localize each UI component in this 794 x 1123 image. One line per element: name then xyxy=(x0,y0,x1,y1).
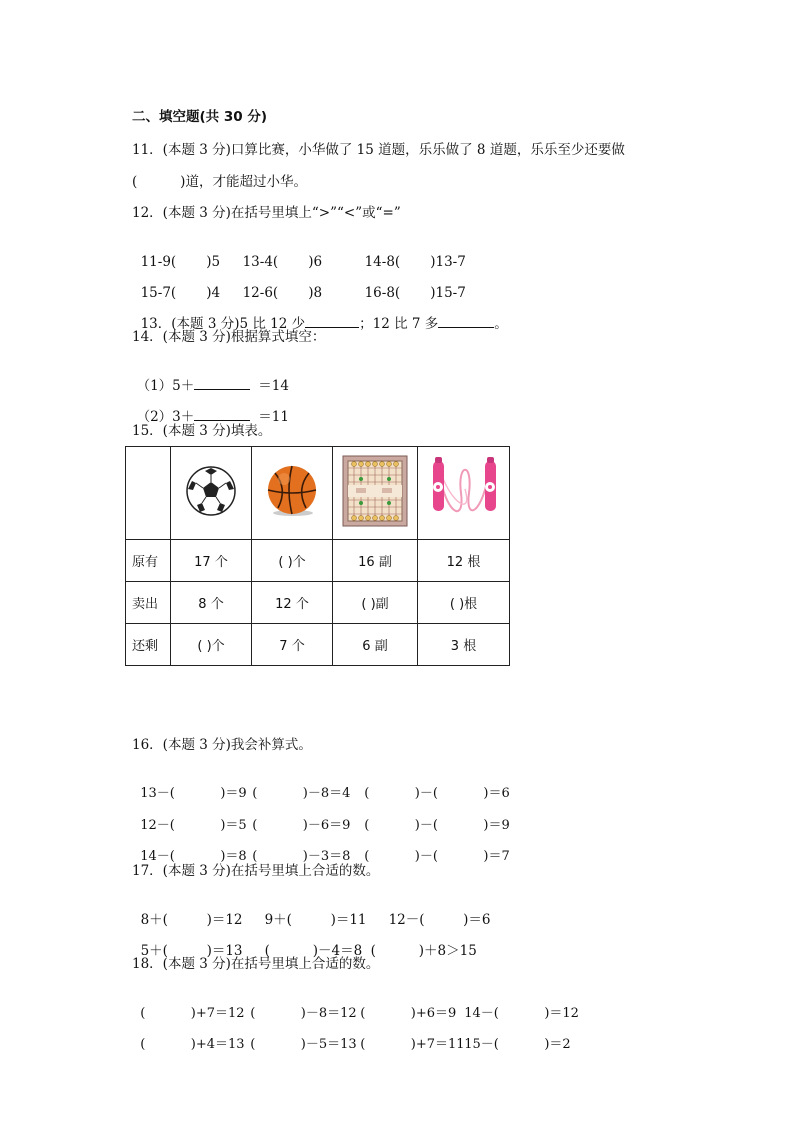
q18-row2 xyxy=(132,1018,571,1054)
row-label: 还剩 xyxy=(126,624,171,666)
q15-table xyxy=(125,446,510,666)
q16-item: ( )－( )＝9 xyxy=(364,818,510,833)
q17-item: ( )＋8＞15 xyxy=(370,943,477,959)
q13-part3: 。 xyxy=(494,316,508,332)
q16-row3 xyxy=(132,830,510,866)
q18-item: ( )+7＝11 xyxy=(360,1037,465,1052)
q11-line2: ( )道，才能超过小华。 xyxy=(132,174,307,190)
q17-item: 12－( )＝6 xyxy=(388,912,491,928)
table-cell: 12 根 xyxy=(418,540,510,582)
q18-title: 18．(本题 3 分)在括号里填上合适的数。 xyxy=(132,956,380,972)
table-cell-blank[interactable]: ( )个 xyxy=(252,540,333,582)
table-row xyxy=(126,624,510,666)
q13-blank-1[interactable] xyxy=(305,315,359,328)
basketball-icon xyxy=(264,463,320,519)
q17-item: 8＋( )＝12 xyxy=(140,912,243,928)
q14-a-pre: （1）5＋ xyxy=(136,378,195,394)
q13-blank-2[interactable] xyxy=(438,315,494,328)
q14-item-2 xyxy=(128,390,289,426)
q17-title: 17．(本题 3 分)在括号里填上合适的数。 xyxy=(132,863,380,879)
q16-item: ( )－( )＝7 xyxy=(364,849,510,864)
table-cell: 7 个 xyxy=(252,624,333,666)
q17-item: 5＋( )＝13 xyxy=(140,943,243,959)
table-row xyxy=(126,540,510,582)
soccer-ball-cell xyxy=(171,447,252,540)
jump-rope-icon xyxy=(425,453,503,529)
row-label: 原有 xyxy=(126,540,171,582)
q18-item: ( )－5＝13 xyxy=(250,1037,357,1052)
q18-item: ( )+4＝13 xyxy=(140,1037,245,1052)
q12-item: 16-8( )15-7 xyxy=(364,285,466,301)
q18-item: ( )+6＝9 xyxy=(360,1006,457,1021)
q18-item: ( )+7＝12 xyxy=(140,1006,245,1021)
q16-item: ( )－6＝9 xyxy=(252,818,351,833)
q18-item: ( )－8＝12 xyxy=(250,1006,357,1021)
q16-title: 16．(本题 3 分)我会补算式。 xyxy=(132,737,312,753)
q12-item: 12-6( )8 xyxy=(242,285,323,301)
q11-line1: 11．(本题 3 分)口算比赛，小华做了 15 道题，乐乐做了 8 道题，乐乐至少还要做 xyxy=(132,142,625,158)
q16-item: ( )－8＝4 xyxy=(252,786,351,801)
q12-item: 11-9( )5 xyxy=(140,254,221,270)
q16-row1 xyxy=(132,767,510,803)
chinese-chess-board-icon xyxy=(342,455,408,527)
jump-rope-cell xyxy=(418,447,510,540)
table-cell: 3 根 xyxy=(418,624,510,666)
table-cell-blank[interactable]: ( )副 xyxy=(333,582,418,624)
q14-title: 14．(本题 3 分)根据算式填空： xyxy=(132,329,326,345)
q12-item: 14-8( )13-7 xyxy=(364,254,466,270)
q13-part1: 13．(本题 3 分)5 比 12 少 xyxy=(140,316,306,332)
q16-item: 12－( )＝5 xyxy=(140,818,247,833)
table-cell: 8 个 xyxy=(171,582,252,624)
table-cell: 16 副 xyxy=(333,540,418,582)
row-label: 卖出 xyxy=(126,582,171,624)
q18-item: 14－( )＝12 xyxy=(464,1006,579,1021)
q14-blank-2[interactable] xyxy=(194,408,250,421)
q14-b-post: ＝11 xyxy=(258,409,289,425)
q14-b-pre: （2）3＋ xyxy=(136,409,195,425)
q16-item: ( )－( )＝6 xyxy=(364,786,510,801)
q14-a-post: ＝14 xyxy=(258,378,289,394)
q13-part2: ；12 比 7 多 xyxy=(359,316,439,332)
basketball-cell xyxy=(252,447,333,540)
q16-item: 14－( )＝8 xyxy=(140,849,247,864)
q16-item: 13－( )＝9 xyxy=(140,786,247,801)
q15-title: 15．(本题 3 分)填表。 xyxy=(132,423,272,439)
table-cell: 17 个 xyxy=(171,540,252,582)
q12-item: 15-7( )4 xyxy=(140,285,221,301)
table-row xyxy=(126,582,510,624)
soccer-ball-icon xyxy=(185,465,237,517)
q12-item: 13-4( )6 xyxy=(242,254,323,270)
section-title: 二、填空题(共 30 分) xyxy=(132,109,268,125)
chess-board-cell xyxy=(333,447,418,540)
q17-item: ( )－4＝8 xyxy=(264,943,363,959)
q12-title: 12．(本题 3 分)在括号里填上“>”“<”或“=” xyxy=(132,205,401,221)
table-cell: 6 副 xyxy=(333,624,418,666)
q17-item: 9＋( )＝11 xyxy=(264,912,367,928)
q18-item: 15－( )＝2 xyxy=(464,1037,571,1052)
q16-item: ( )－3＝8 xyxy=(252,849,351,864)
table-cell: 12 个 xyxy=(252,582,333,624)
table-cell-blank[interactable]: ( )个 xyxy=(171,624,252,666)
table-cell-blank[interactable]: ( )根 xyxy=(418,582,510,624)
q14-blank-1[interactable] xyxy=(194,377,250,390)
table-corner-cell xyxy=(126,447,171,540)
